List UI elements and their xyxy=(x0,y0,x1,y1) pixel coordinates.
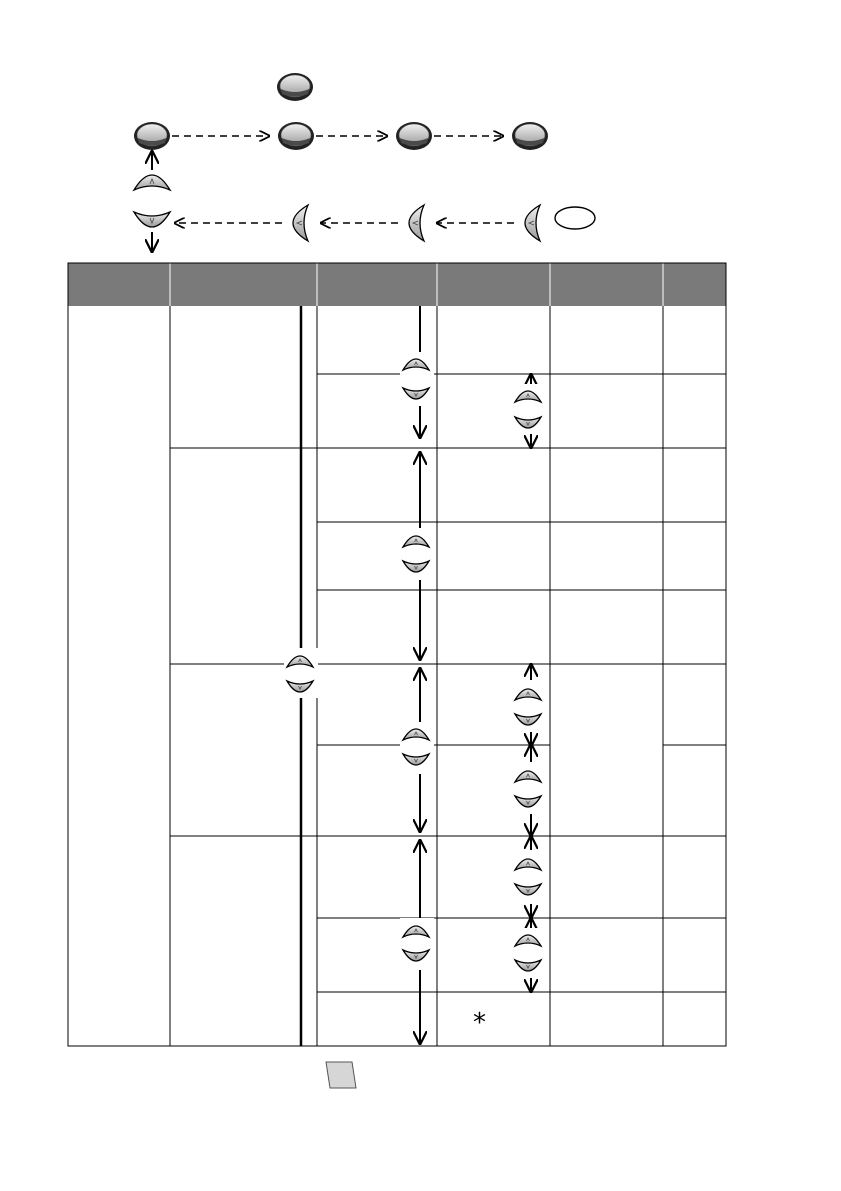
left-arrow-icon[interactable] xyxy=(525,205,540,241)
up-arrow-icon[interactable] xyxy=(134,175,170,190)
menu-set-icon[interactable] xyxy=(277,73,313,101)
stop-exit-icon[interactable] xyxy=(555,207,595,229)
menu-set-icon[interactable] xyxy=(134,122,170,150)
left-arrow-icon[interactable] xyxy=(409,205,424,241)
left-arrow-icon[interactable] xyxy=(293,205,308,241)
menu-set-icon[interactable] xyxy=(396,122,432,150)
table-header xyxy=(68,263,726,306)
navigation-legend xyxy=(134,73,595,250)
page-tab-icon xyxy=(326,1062,356,1088)
menu-set-icon[interactable] xyxy=(512,122,548,150)
menu-table xyxy=(68,263,726,1046)
down-arrow-icon[interactable] xyxy=(134,212,170,227)
default-setting-marker: * xyxy=(473,1008,486,1038)
menu-set-icon[interactable] xyxy=(278,122,314,150)
